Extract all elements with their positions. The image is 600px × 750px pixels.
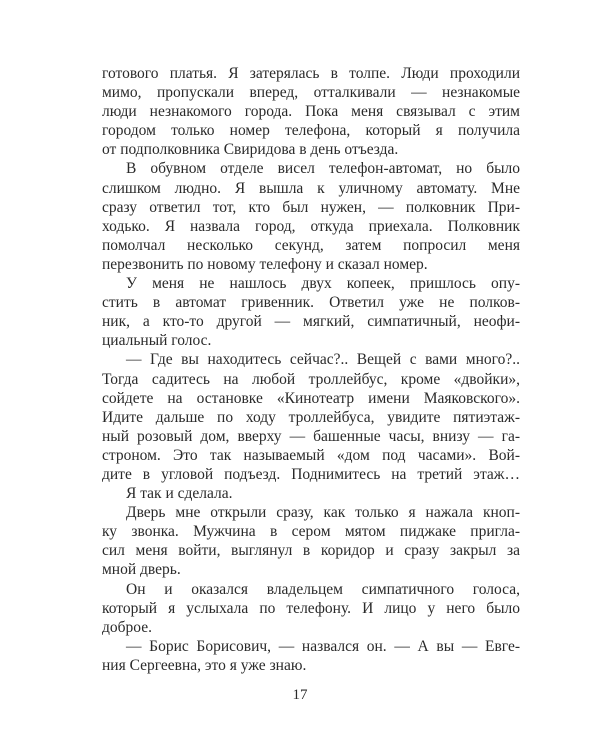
text-line: мимо, пропускали вперед, отталкивали — незнакомые bbox=[102, 84, 520, 102]
text-line: который я услыхала по телефону. И лицо у него было bbox=[102, 599, 520, 617]
text-line: сразу ответил тот, кто был нужен, — полковник При- bbox=[102, 198, 520, 216]
text-line: Он и оказался владельцем симпатичного голоса, bbox=[126, 580, 520, 598]
text-line: ку звонка. Мужчина в сером мятом пиджаке пригла- bbox=[102, 523, 520, 541]
text-line: циальный голос. bbox=[102, 332, 212, 350]
text-line: от подполковника Свиридова в день отъезда. bbox=[102, 141, 399, 159]
text-line: — Борис Борисович, — назвался он. — А вы — Евге- bbox=[126, 637, 520, 655]
text-line: сойдете на остановке «Кинотеатр имени Маяковского». bbox=[102, 389, 520, 407]
text-line: сил меня войти, выглянул в коридор и сразу закрыл за bbox=[102, 542, 520, 560]
text-line: Я так и сделала. bbox=[126, 485, 233, 503]
text-line: ния Сергеевна, это я уже знаю. bbox=[102, 656, 307, 674]
text-line: Тогда садитесь на любой троллейбус, кроме «двойки», bbox=[102, 370, 520, 388]
text-line: В обувном отделе висел телефон-автомат, но было bbox=[126, 160, 520, 178]
text-line: ходько. Я назвала город, откуда приехала. Полковник bbox=[102, 217, 520, 235]
text-line: готового платья. Я затерялась в толпе. Люди проходили bbox=[102, 65, 520, 82]
body-text bbox=[102, 64, 520, 675]
text-line: перезвонить по новому телефону и сказал номер. bbox=[102, 255, 428, 273]
text-line: Идите дальше по ходу троллейбуса, увидите пятиэтаж- bbox=[102, 408, 520, 426]
text-line: слишком людно. Я вышла к уличному автомату. Мне bbox=[102, 179, 520, 197]
text-line: — Где вы находитесь сейчас?.. Вещей с вами много?.. bbox=[126, 351, 520, 369]
text-line: ный розовый дом, вверху — башенные часы, внизу — га- bbox=[102, 427, 520, 445]
text-line: дите в угловой подъезд. Поднимитесь на третий этаж… bbox=[102, 465, 520, 483]
page-number: 17 bbox=[292, 687, 308, 703]
text-line: ник, а кто-то другой — мягкий, симпатичный, неофи- bbox=[102, 313, 520, 331]
text-line: доброе. bbox=[102, 618, 152, 636]
text-line: Дверь мне открыли сразу, как только я нажала кноп- bbox=[126, 504, 520, 522]
text-line: помолчал несколько секунд, затем попросил меня bbox=[102, 236, 520, 254]
text-line: стить в автомат гривенник. Ответил уже не полков- bbox=[102, 294, 520, 312]
text-line: строном. Это так называемый «дом под часами». Вой- bbox=[102, 446, 520, 464]
text-line: мной дверь. bbox=[102, 561, 181, 579]
text-line: городом только номер телефона, который я получила bbox=[102, 122, 520, 140]
text-line: люди незнакомого города. Пока меня связывал с этим bbox=[102, 103, 520, 121]
text-line: У меня не нашлось двух копеек, пришлось опу- bbox=[126, 275, 520, 293]
